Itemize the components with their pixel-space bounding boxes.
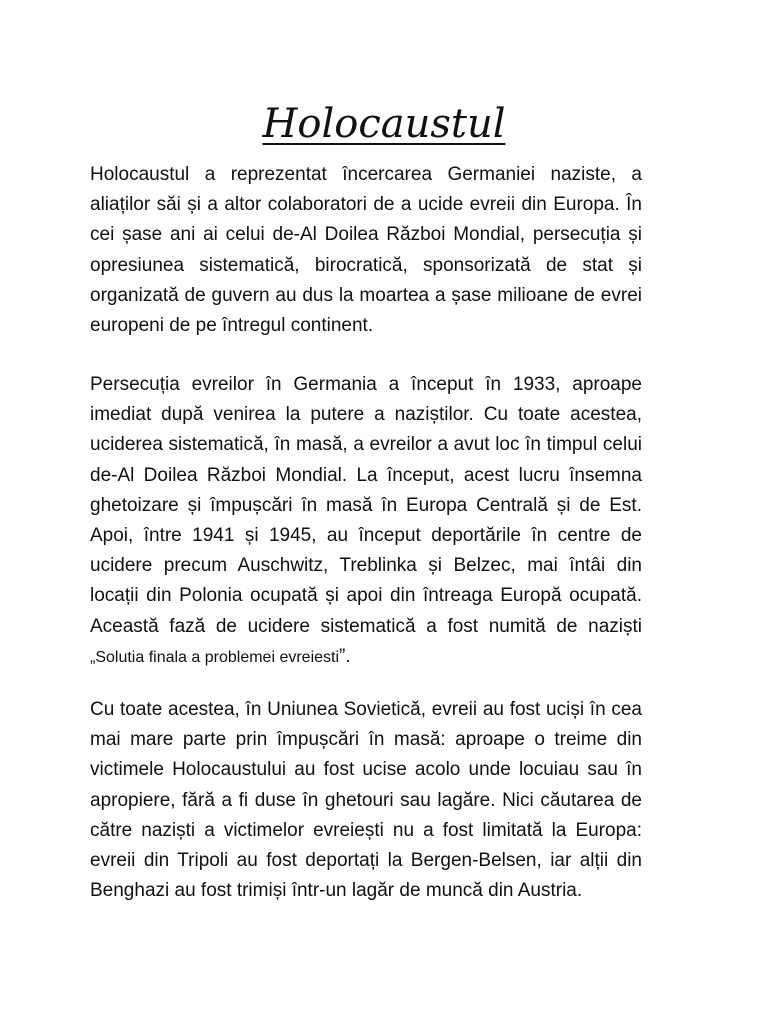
- paragraph-3: [90, 695, 642, 906]
- paragraph-2-quote: „Solutia finala a problemei evreiesti: [90, 648, 340, 666]
- paragraph-2-text: Persecuția evreilor în Germania a început în 1933, aproape imediat după venirea la putere a naziștilor. Cu toate acestea, uciderea sistematică, în masă, a evreilor a avut loc în timpul celui de-Al Doilea Război Mondial. La început, acest lucru însemna ghetoizare și împușcări în masă în Europa Centrală și de Est. Apoi, între 1941 și 1945, au început deportările în centre de ucidere precum Auschwitz, Treblinka și Belzec, mai întâi din locații din Polonia ocupată și apoi din întreaga Europă ocupată. Această fază de ucidere sistematică a fost numită de naziști: [90, 374, 642, 637]
- paragraph-1-text: Holocaustul a reprezentat încercarea Germaniei naziste, a aliaților săi și a altor colaboratori de a ucide evreii din Europa. În cei șase ani ai celui de-Al Doilea Război Mondial, persecuția și opresiunea sistematică, birocratică, sponsorizată de stat și organizată de guvern au dus la moartea a șase milioane de evrei europeni de pe întregul continent.: [90, 164, 642, 337]
- paragraph-2-end: ”.: [339, 645, 351, 667]
- paragraph-3-text: Cu toate acestea, în Uniunea Sovietică, evreii au fost uciși în cea mai mare parte prin împușcări în masă: aproape o treime din victimele Holocaustului au fost ucise acolo unde locuiau sau în apropiere, fără a fi duse în ghetouri sau lagăre. Nici căutarea de către naziști a victimelor evreiești nu a fost limitată la Europa: evreii din Tripoli au fost deportați la Bergen-Belsen, iar alții din Benghazi au fost trimiși într-un lagăr de muncă din Austria.: [90, 699, 642, 902]
- paragraph-2: [90, 370, 642, 673]
- paragraph-1: [90, 160, 642, 341]
- document-title: Holocaustul: [262, 101, 506, 147]
